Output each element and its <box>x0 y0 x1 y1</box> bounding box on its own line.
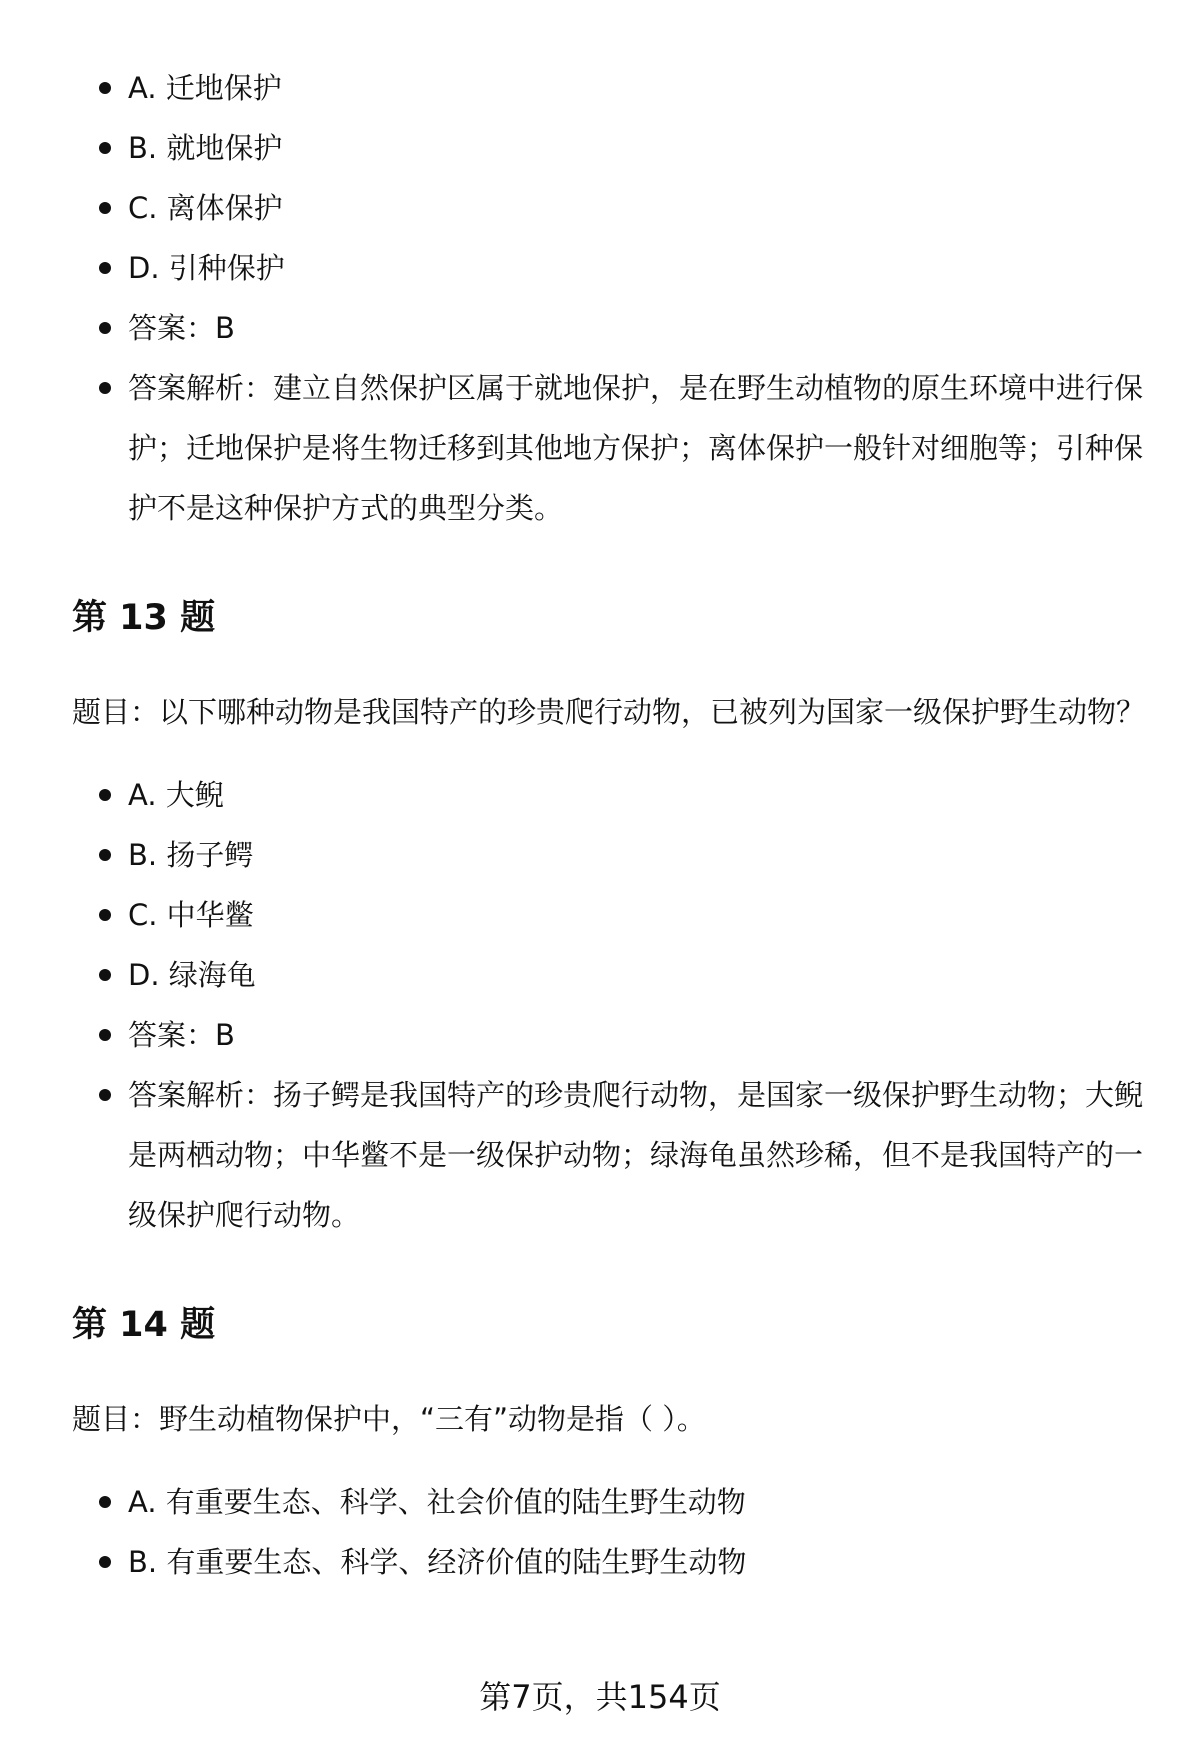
q14-heading: 第 14 题 <box>72 1305 216 1345</box>
q13-option-d: D. 绿海龟 <box>72 945 1147 1005</box>
q13-option-c: C. 中华鳖 <box>72 885 1147 945</box>
q12-options <box>72 58 1147 538</box>
q12-option-c: C. 离体保护 <box>72 178 1147 238</box>
q14-stem: 题目：野生动植物保护中，“三有”动物是指（ ）。 <box>72 1402 706 1436</box>
q13-stem: 题目：以下哪种动物是我国特产的珍贵爬行动物，已被列为国家一级保护野生动物？ <box>72 695 1146 729</box>
q12-answer: 答案：B <box>72 298 1147 358</box>
page-content <box>72 58 1147 1592</box>
q14-option-b: B. 有重要生态、科学、经济价值的陆生野生动物 <box>72 1532 1147 1592</box>
q12-option-b: B. 就地保护 <box>72 118 1147 178</box>
q13-heading: 第 13 题 <box>72 598 216 638</box>
q12-explanation: 答案解析：建立自然保护区属于就地保护，是在野生动植物的原生环境中进行保护；迁地保护是将生物迁移到其他地方保护；离体保护一般针对细胞等；引种保护不是这种保护方式的典型分类。 <box>72 358 1147 538</box>
q12-option-d: D. 引种保护 <box>72 238 1147 298</box>
page-footer: 第7页，共154页 <box>479 1678 721 1716</box>
q12-option-a: A. 迁地保护 <box>72 58 1147 118</box>
q13-options <box>72 765 1147 1245</box>
q14-option-a: A. 有重要生态、科学、社会价值的陆生野生动物 <box>72 1472 1147 1532</box>
q13-option-b: B. 扬子鳄 <box>72 825 1147 885</box>
q13-answer: 答案：B <box>72 1005 1147 1065</box>
q13-option-a: A. 大鲵 <box>72 765 1147 825</box>
q14-options <box>72 1472 1147 1592</box>
q13-explanation: 答案解析：扬子鳄是我国特产的珍贵爬行动物，是国家一级保护野生动物；大鲵是两栖动物；中华鳖不是一级保护动物；绿海龟虽然珍稀，但不是我国特产的一级保护爬行动物。 <box>72 1065 1147 1245</box>
